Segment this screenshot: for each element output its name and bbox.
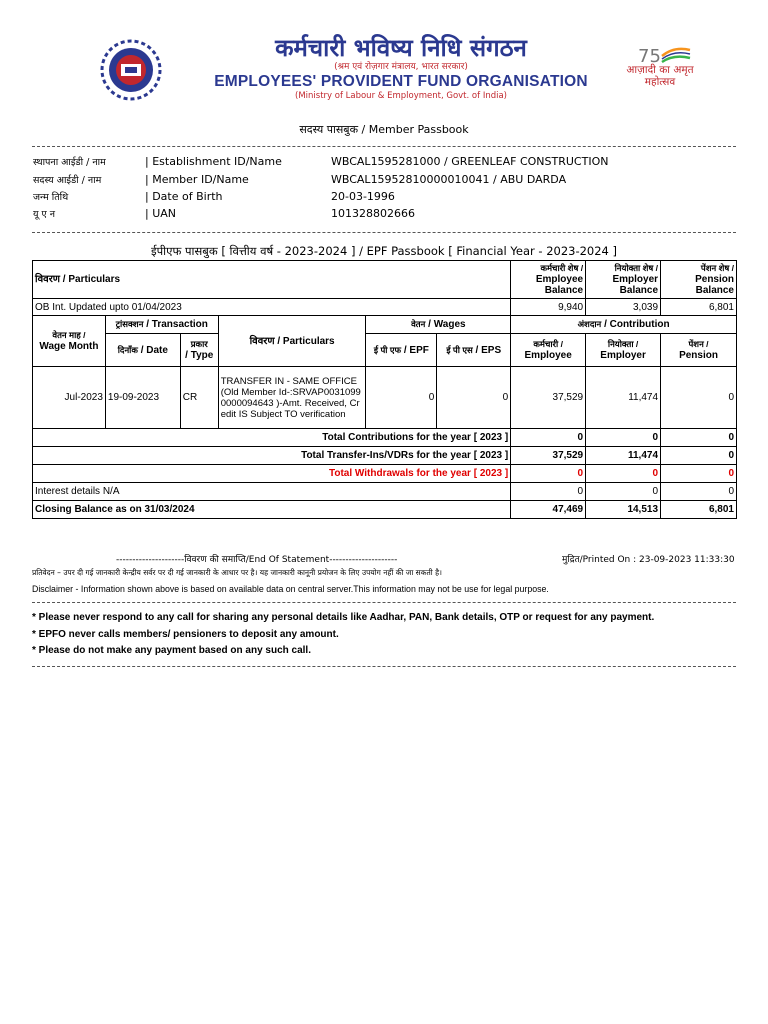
member-row-uan — [33, 205, 733, 222]
notes — [32, 612, 654, 662]
total-withdrawals-row — [33, 465, 737, 483]
closing-employer: 14,513 — [586, 501, 661, 519]
passbook-table — [32, 260, 737, 519]
label-english: | UAN — [145, 207, 177, 221]
total-pension: 0 — [661, 465, 737, 483]
epfo-logo-icon — [92, 38, 170, 102]
interest-row — [33, 483, 737, 501]
pension-balance-header: पेंशन शेष / Pension Balance — [661, 261, 737, 299]
closing-employee: 47,469 — [511, 501, 586, 519]
label-hindi: स्थापना आईडी / नाम — [33, 157, 106, 169]
total-label: Total Contributions for the year [ 2023 ] — [33, 429, 511, 447]
interest-pension: 0 — [661, 483, 737, 501]
transaction-header-row-2 — [33, 334, 737, 367]
employee-header: कर्मचारी / Employee — [511, 334, 586, 367]
balance-header-row — [33, 261, 737, 299]
header — [0, 28, 768, 101]
value: 101328802666 — [331, 207, 415, 221]
pension-contribution: 0 — [661, 367, 737, 429]
label-hindi: सदस्य आईडी / नाम — [33, 174, 102, 186]
wages-header: वेतन / Wages — [366, 316, 511, 334]
title-block — [176, 34, 626, 102]
txn-date: 19-09-2023 — [105, 367, 180, 429]
azadi-logo — [624, 42, 696, 98]
particulars-col-header: विवरण / Particulars — [218, 316, 366, 367]
opening-balance-row — [33, 299, 737, 316]
employee-contribution: 37,529 — [511, 367, 586, 429]
divider — [32, 146, 736, 147]
contribution-header: अंशदान / Contribution — [511, 316, 737, 334]
member-row-dob — [33, 188, 733, 205]
value: WBCAL1595281000 / GREENLEAF CONSTRUCTION — [331, 155, 609, 169]
ob-employee: 9,940 — [511, 299, 586, 316]
note-item: * Please never respond to any call for sharing any personal details like Aadhar, PAN, Bank details, OTP or request for any payment. — [32, 612, 655, 623]
employer-header: नियोक्ता / Employer — [586, 334, 661, 367]
org-title-hindi: कर्मचारी भविष्य निधि संगठन — [275, 34, 527, 62]
employer-balance-header: नियोक्ता शेष / Employer Balance — [586, 261, 661, 299]
label-hindi: यू ए न — [33, 209, 56, 221]
ob-employer: 3,039 — [586, 299, 661, 316]
total-contributions-row — [33, 429, 737, 447]
employee-balance-header: कर्मचारी शेष / Employee Balance — [511, 261, 586, 299]
ob-label: OB Int. Updated upto 01/04/2023 — [33, 299, 511, 316]
total-label: Total Withdrawals for the year [ 2023 ] — [33, 465, 511, 483]
total-employer: 0 — [586, 465, 661, 483]
member-row-member-id — [33, 170, 733, 187]
disclaimer-english: Disclaimer - Information shown above is based on available data on central server.This information may not be use for legal purpose. — [32, 584, 549, 594]
total-employee: 37,529 — [511, 447, 586, 465]
label-english: | Establishment ID/Name — [145, 155, 282, 169]
value: 20-03-1996 — [331, 189, 395, 203]
azadi-text: आज़ादी का अमृत महोत्सव — [626, 64, 694, 88]
transaction-header-row-1 — [33, 316, 737, 334]
eps-header: ई पी एस / EPS — [437, 334, 511, 367]
ob-pension: 6,801 — [661, 299, 737, 316]
disclaimer-hindi: प्रतिवेदन – उपर दी गई जानकारी केन्द्रीय सर्वर पर दी गई जानकारी के आधार पर है। यह जानकारी कानूनी प्रयोजन के लिए उपयोग नहीं की जा सकती है। — [32, 568, 442, 577]
member-details — [33, 153, 733, 223]
org-title-english: EMPLOYEES' PROVIDENT FUND ORGANISATION — [214, 73, 588, 90]
interest-employee: 0 — [511, 483, 586, 501]
total-pension: 0 — [661, 447, 737, 465]
divider — [32, 602, 736, 603]
label-english: | Member ID/Name — [145, 172, 249, 186]
end-of-statement: ---------------------विवरण की समाप्ति/End Of Statement--------------------- — [116, 555, 398, 565]
total-employee: 0 — [511, 465, 586, 483]
closing-pension: 6,801 — [661, 501, 737, 519]
label-hindi: जन्म तिथि — [33, 191, 69, 203]
ministry-line: (Ministry of Labour & Employment, Govt. of India) — [295, 91, 507, 101]
interest-employer: 0 — [586, 483, 661, 501]
note-item: * EPFO never calls members/ pensioners to deposit any amount. — [32, 628, 339, 640]
azadi-75-icon — [624, 42, 696, 66]
transaction-header: ट्रांसक्शन / Transaction — [105, 316, 218, 334]
divider — [32, 666, 736, 667]
member-row-establishment — [33, 153, 733, 170]
particulars-header: विवरण / Particulars — [33, 261, 511, 299]
table-row — [33, 367, 737, 429]
org-tagline-hindi: (श्रम एवं रोज़गार मंत्रालय, भारत सरकार) — [334, 62, 468, 72]
total-employer: 11,474 — [586, 447, 661, 465]
value: WBCAL15952810000010041 / ABU DARDA — [331, 172, 567, 186]
eps-wages: 0 — [437, 367, 511, 429]
closing-label: Closing Balance as on 31/03/2024 — [33, 501, 511, 519]
txn-particulars: TRANSFER IN - SAME OFFICE(Old Member Id-:SRVAP00310990000094643 )-Amt. Received, Credit IS Subject TO verification — [218, 367, 366, 429]
date-header: दिनाँक / Date — [105, 334, 180, 367]
azadi-75-number: 75 — [638, 46, 661, 66]
label-english: | Date of Birth — [145, 189, 223, 203]
pension-header: पेंशन / Pension — [661, 334, 737, 367]
wage-month-header: वेतन माह / Wage Month — [33, 316, 106, 367]
employer-contribution: 11,474 — [586, 367, 661, 429]
total-employee: 0 — [511, 429, 586, 447]
total-label: Total Transfer-Ins/VDRs for the year [ 2023 ] — [33, 447, 511, 465]
type-header: प्रकार / Type — [180, 334, 218, 367]
printed-on: मुद्रित/Printed On : 23-09-2023 11:33:30 — [562, 555, 735, 565]
total-pension: 0 — [661, 429, 737, 447]
interest-label: Interest details N/A — [33, 483, 511, 501]
closing-balance-row — [33, 501, 737, 519]
wage-month: Jul-2023 — [33, 367, 106, 429]
epf-wages: 0 — [366, 367, 437, 429]
total-employer: 0 — [586, 429, 661, 447]
total-transfer-row — [33, 447, 737, 465]
txn-type: CR — [180, 367, 218, 429]
epf-header: ई पी एफ / EPF — [366, 334, 437, 367]
epf-passbook-title: ईपीएफ पासबुक [ वित्तीय वर्ष - 2023-2024 ] / EPF Passbook [ Financial Year - 2023-2024 ] — [150, 244, 618, 258]
note-item: * Please do not make any payment based on any such call. — [32, 645, 311, 656]
passbook-title: सदस्य पासबुक / Member Passbook — [299, 123, 469, 136]
divider — [32, 232, 736, 233]
